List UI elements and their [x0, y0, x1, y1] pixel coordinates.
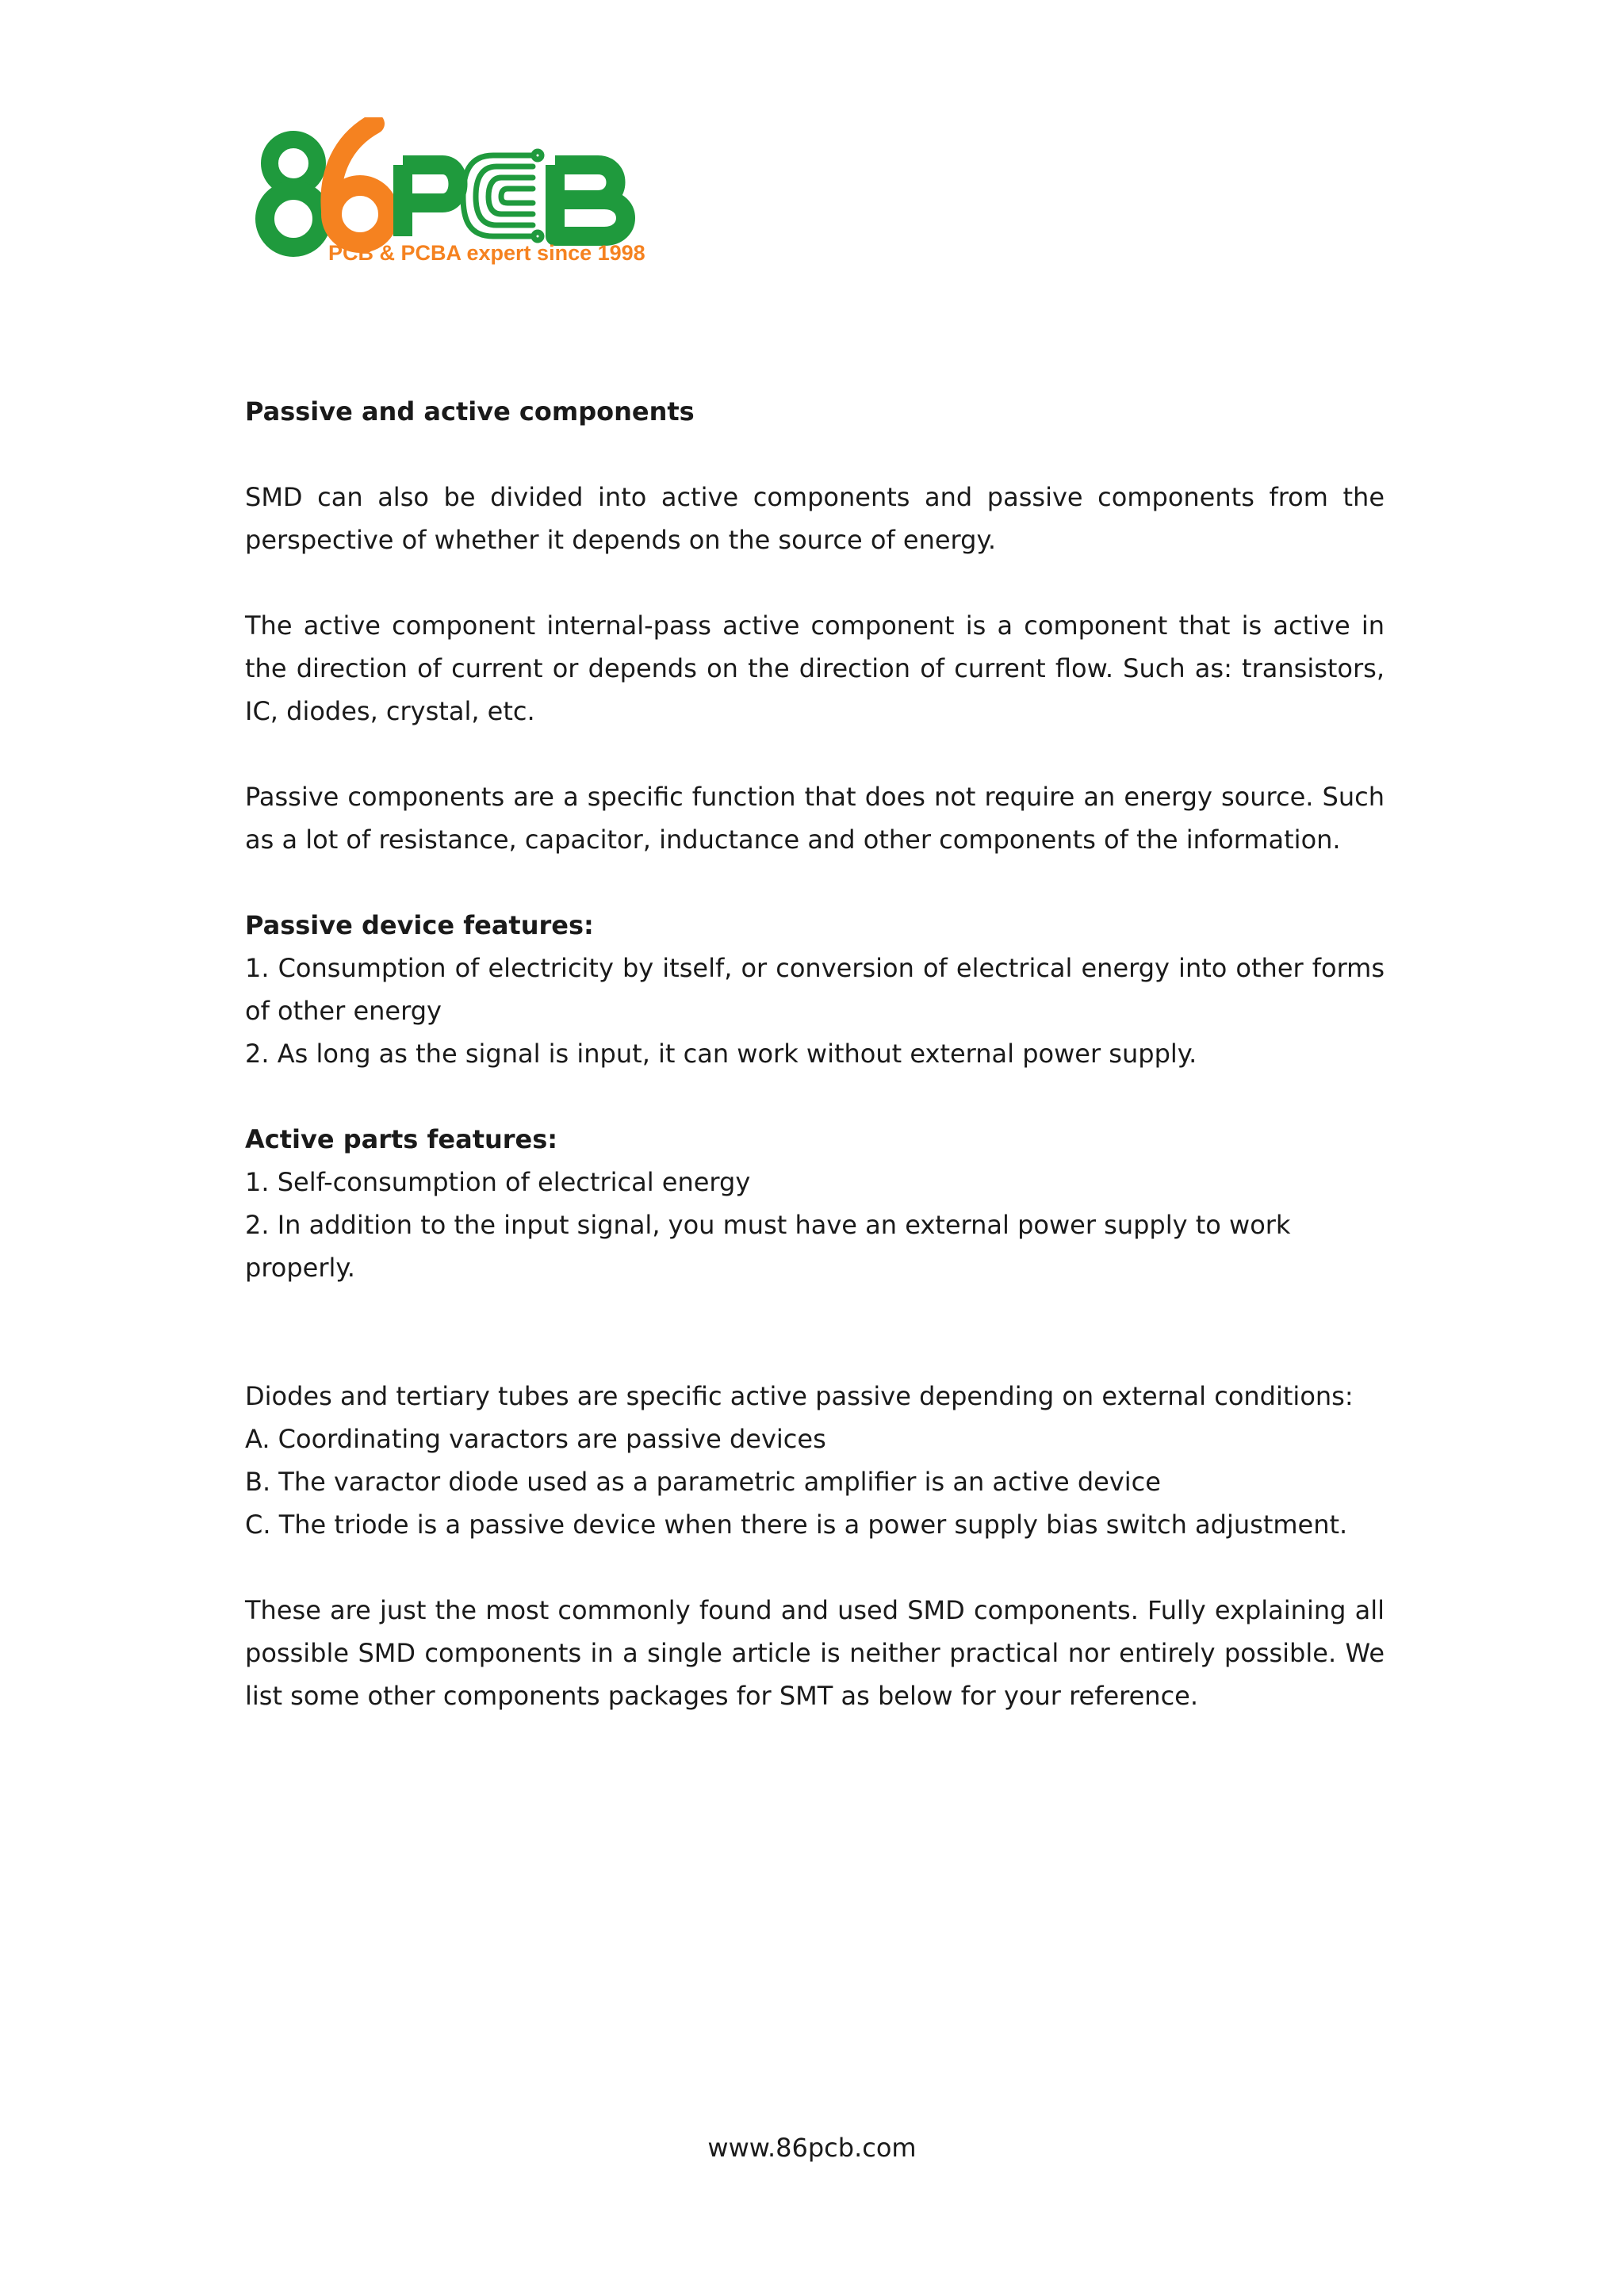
company-logo [255, 117, 655, 265]
list-item: 1. Consumption of electricity by itself, or conversion of electrical energy into other forms of other energy [245, 953, 1385, 1026]
section-title: Passive and active components [245, 396, 695, 427]
footer-url[interactable]: www.86pcb.com [707, 2133, 917, 2163]
list-item: C. The triode is a passive device when there is a power supply bias switch adjustment. [245, 1510, 1348, 1540]
passive-features-heading: Passive device features: [245, 910, 594, 940]
list-item: 2. In addition to the input signal, you must have an external power supply to work properly. [245, 1210, 1291, 1283]
active-features-heading: Active parts features: [245, 1124, 558, 1154]
logo-tagline: PCB & PCBA expert since 1998 [328, 241, 645, 265]
list-item: A. Coordinating varactors are passive devices [245, 1424, 826, 1454]
article-body [245, 390, 1385, 1717]
list-item: 2. As long as the signal is input, it can work without external power supply. [245, 1039, 1197, 1069]
list-item: B. The varactor diode used as a parametric amplifier is an active device [245, 1467, 1161, 1497]
passive-definition-paragraph: Passive components are a specific function that does not require an energy source. Such as a lot of resistance, capacitor, inductance and other components of the information. [245, 782, 1385, 855]
closing-paragraph: These are just the most commonly found and used SMD components. Fully explaining all possible SMD components in a single article is neither practical nor entirely possible. We list some other components packages for SMT as below for your reference. [245, 1595, 1385, 1711]
intro-paragraph: SMD can also be divided into active components and passive components from the perspective of whether it depends on the source of energy. [245, 482, 1385, 555]
active-definition-paragraph: The active component internal-pass active component is a component that is active in the direction of current or depends on the direction of current flow. Such as: transistors, IC, diodes, crystal, etc. [245, 610, 1385, 726]
diodes-lead: Diodes and tertiary tubes are specific active passive depending on external conditions: [245, 1381, 1354, 1411]
list-item: 1. Self-consumption of electrical energy [245, 1167, 751, 1197]
